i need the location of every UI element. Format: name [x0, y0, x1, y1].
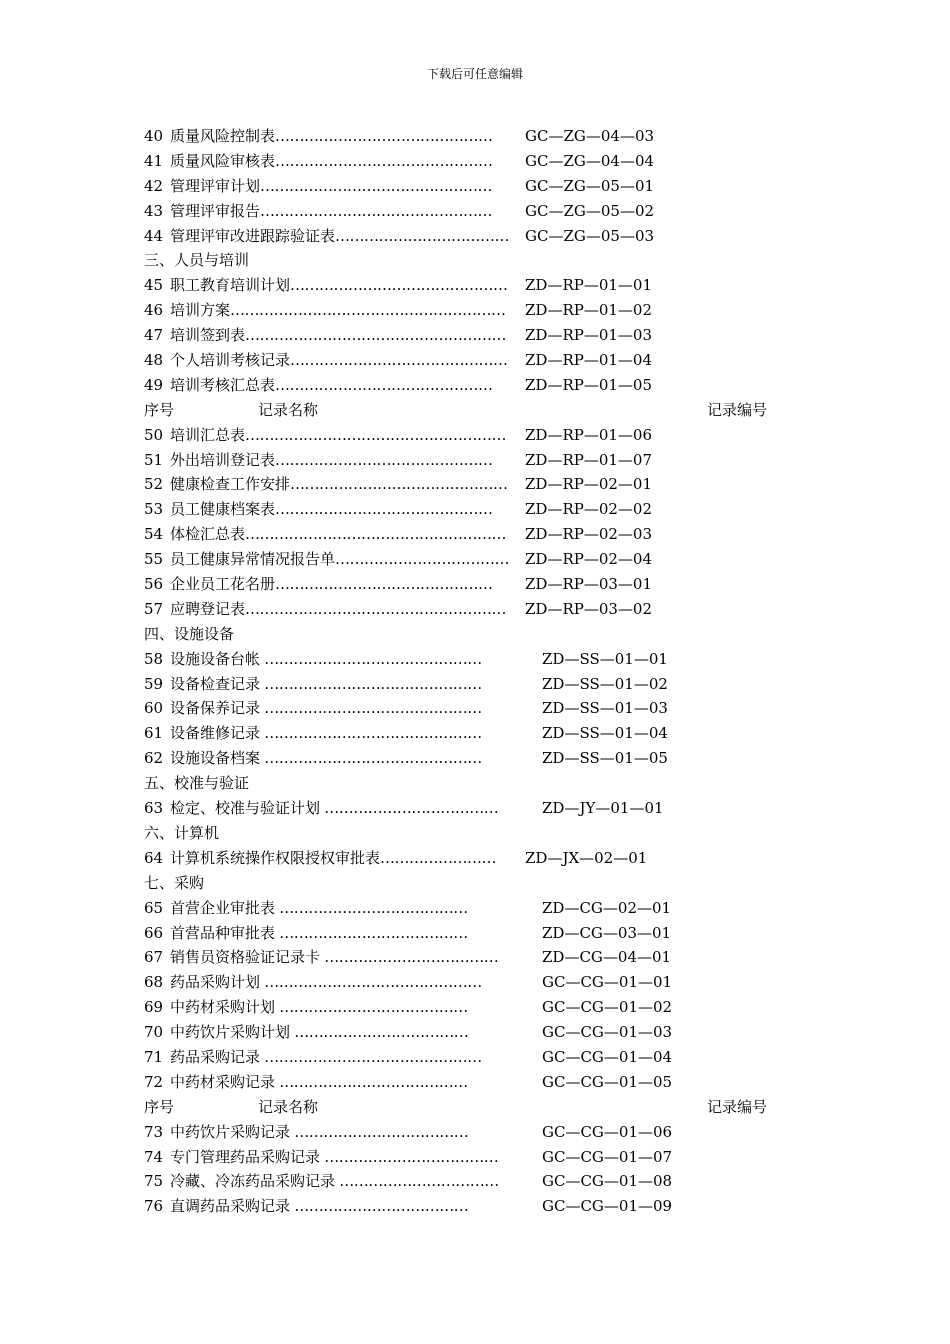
dot-leader: ………………………………………… — [260, 176, 493, 195]
record-code: GC—CG—01—09 — [542, 1197, 673, 1216]
record-code: GC—CG—01—02 — [542, 998, 673, 1017]
record-number: 52 — [144, 475, 164, 494]
record-number: 56 — [144, 575, 164, 594]
record-list — [144, 124, 804, 1219]
record-row — [144, 721, 804, 746]
record-number: 75 — [144, 1172, 164, 1191]
column-header-name: 记录名称 — [258, 1097, 319, 1116]
column-header-number: 序号 — [144, 400, 175, 419]
dot-leader: ……………………………… — [320, 948, 499, 967]
record-number: 72 — [144, 1072, 164, 1091]
record-number: 76 — [144, 1197, 164, 1216]
record-name: 外出培训登记表 — [170, 450, 276, 469]
section-heading: 三、人员与培训 — [144, 251, 250, 270]
record-number: 50 — [144, 425, 164, 444]
record-row — [144, 522, 804, 547]
dot-leader: ……………………………………… — [275, 500, 493, 519]
record-number: 65 — [144, 898, 164, 917]
record-number: 60 — [144, 699, 164, 718]
record-code: ZD—RP—01—07 — [525, 450, 653, 469]
record-code: ZD—RP—02—02 — [525, 500, 653, 519]
record-name: 管理评审改进跟踪验证表 — [170, 226, 336, 245]
record-row — [144, 921, 804, 946]
column-header-row — [144, 1095, 804, 1120]
dot-leader: ……………………………………… — [290, 475, 508, 494]
record-number: 41 — [144, 151, 164, 170]
record-code: ZD—RP—02—01 — [525, 475, 653, 494]
dot-leader: ……………………………… — [290, 1122, 469, 1141]
record-name: 中药饮片采购计划 — [170, 1023, 291, 1042]
record-row — [144, 273, 804, 298]
record-number: 71 — [144, 1047, 164, 1066]
dot-leader: ……………………………… — [290, 1197, 469, 1216]
record-row — [144, 995, 804, 1020]
record-row — [144, 846, 804, 871]
dot-leader: ……………………………………… — [260, 749, 482, 768]
record-name: 专门管理药品采购记录 — [170, 1147, 321, 1166]
record-row — [144, 448, 804, 473]
record-number: 57 — [144, 599, 164, 618]
record-row — [144, 547, 804, 572]
dot-leader: ……………………………………………… — [245, 525, 507, 544]
dot-leader: ………………………………… — [275, 923, 468, 942]
record-number: 53 — [144, 500, 164, 519]
record-code: ZD—SS—01—01 — [542, 649, 668, 668]
record-row — [144, 1169, 804, 1194]
record-row — [144, 970, 804, 995]
record-code: GC—CG—01—04 — [542, 1047, 673, 1066]
record-row — [144, 1145, 804, 1170]
record-code: ZD—RP—03—02 — [525, 599, 653, 618]
dot-leader: ……………………………… — [320, 799, 499, 818]
record-row — [144, 945, 804, 970]
record-code: ZD—RP—01—06 — [525, 425, 653, 444]
record-name: 培训考核汇总表 — [170, 375, 276, 394]
record-code: GC—ZG—05—03 — [525, 226, 655, 245]
record-number: 73 — [144, 1122, 164, 1141]
page-header: 下载后可任意编辑 — [426, 67, 523, 81]
record-row — [144, 472, 804, 497]
record-number: 62 — [144, 749, 164, 768]
column-header-code: 记录编号 — [707, 400, 768, 419]
record-name: 设施设备台帐 — [170, 649, 261, 668]
dot-leader: ……………………………………………… — [245, 326, 507, 345]
dot-leader: …………………… — [380, 848, 497, 867]
record-number: 46 — [144, 301, 164, 320]
record-row — [144, 124, 804, 149]
record-number: 68 — [144, 973, 164, 992]
record-number: 54 — [144, 525, 164, 544]
dot-leader: ……………………………………… — [260, 699, 482, 718]
record-name: 员工健康档案表 — [170, 500, 276, 519]
record-code: GC—ZG—04—04 — [525, 151, 655, 170]
record-name: 培训汇总表 — [170, 425, 246, 444]
record-number: 42 — [144, 176, 164, 195]
record-row — [144, 597, 804, 622]
record-row — [144, 696, 804, 721]
dot-leader: ……………………………………………… — [245, 599, 507, 618]
dot-leader: ……………………………………… — [275, 450, 493, 469]
section-heading: 五、校准与验证 — [144, 774, 250, 793]
record-number: 45 — [144, 276, 164, 295]
record-code: ZD—CG—03—01 — [542, 923, 672, 942]
record-name: 质量风险审核表 — [170, 151, 276, 170]
record-name: 职工教育培训计划 — [170, 276, 291, 295]
record-code: ZD—RP—02—04 — [525, 550, 653, 569]
record-code: ZD—JX—02—01 — [525, 848, 648, 867]
record-row — [144, 896, 804, 921]
record-code: ZD—RP—01—03 — [525, 326, 653, 345]
record-code: GC—CG—01—08 — [542, 1172, 673, 1191]
record-name: 设备保养记录 — [170, 699, 261, 718]
record-number: 66 — [144, 923, 164, 942]
record-name: 药品采购计划 — [170, 973, 261, 992]
record-row — [144, 1194, 804, 1219]
dot-leader: ……………………………… — [290, 1023, 469, 1042]
dot-leader: ……………………………………… — [275, 575, 493, 594]
record-code: ZD—CG—04—01 — [542, 948, 672, 967]
record-code: ZD—RP—01—05 — [525, 375, 653, 394]
record-row — [144, 298, 804, 323]
record-number: 70 — [144, 1023, 164, 1042]
record-row — [144, 1070, 804, 1095]
record-row — [144, 1120, 804, 1145]
record-name: 培训方案 — [170, 301, 231, 320]
dot-leader: ……………………………………… — [260, 674, 482, 693]
record-name: 体检汇总表 — [170, 525, 246, 544]
dot-leader: ……………………………… — [335, 550, 510, 569]
record-row — [144, 323, 804, 348]
record-number: 63 — [144, 799, 164, 818]
column-header-name: 记录名称 — [258, 400, 319, 419]
section-heading: 六、计算机 — [144, 823, 220, 842]
record-code: GC—ZG—04—03 — [525, 127, 655, 145]
record-name: 企业员工花名册 — [170, 575, 276, 594]
record-name: 设备检查记录 — [170, 674, 261, 693]
record-code: GC—CG—01—03 — [542, 1023, 673, 1042]
record-number: 55 — [144, 550, 164, 569]
dot-leader: ……………………………………… — [275, 127, 493, 145]
dot-leader: ………………………………… — [275, 998, 468, 1017]
record-row — [144, 746, 804, 771]
record-code: ZD—SS—01—04 — [542, 724, 668, 743]
record-number: 74 — [144, 1147, 164, 1166]
record-number: 49 — [144, 375, 164, 394]
record-name: 管理评审报告 — [170, 201, 261, 220]
record-code: GC—CG—01—01 — [542, 973, 673, 992]
record-number: 67 — [144, 948, 164, 967]
record-code: GC—ZG—05—01 — [525, 176, 655, 195]
record-row — [144, 647, 804, 672]
record-number: 58 — [144, 649, 164, 668]
dot-leader: ……………………………………… — [260, 649, 482, 668]
record-number: 40 — [144, 127, 164, 145]
dot-leader: ……………………………………… — [290, 276, 508, 295]
record-number: 51 — [144, 450, 164, 469]
record-name: 首营品种审批表 — [170, 923, 276, 942]
dot-leader: ……………………………………………… — [245, 425, 507, 444]
record-name: 计算机系统操作权限授权审批表 — [170, 848, 381, 867]
record-number: 59 — [144, 674, 164, 693]
dot-leader: ……………………………… — [335, 226, 510, 245]
record-row — [144, 149, 804, 174]
record-row — [144, 796, 804, 821]
record-code: ZD—RP—02—03 — [525, 525, 653, 544]
record-code: ZD—RP—01—01 — [525, 276, 653, 295]
record-code: ZD—SS—01—03 — [542, 699, 668, 718]
record-row — [144, 572, 804, 597]
record-row — [144, 1020, 804, 1045]
record-code: ZD—JY—01—01 — [542, 799, 664, 818]
dot-leader: ………………………………… — [275, 1072, 468, 1091]
record-number: 48 — [144, 351, 164, 370]
record-name: 设备维修记录 — [170, 724, 261, 743]
record-number: 61 — [144, 724, 164, 743]
dot-leader: ……………………………………… — [260, 724, 482, 743]
dot-leader: ……………………………………… — [260, 1047, 482, 1066]
dot-leader: ……………………………………… — [260, 973, 482, 992]
dot-leader: ……………………………………… — [275, 375, 493, 394]
record-name: 直调药品采购记录 — [170, 1197, 291, 1216]
record-name: 个人培训考核记录 — [170, 351, 291, 370]
record-name: 销售员资格验证记录卡 — [170, 948, 321, 967]
record-name: 质量风险控制表 — [170, 127, 276, 145]
record-code: ZD—RP—01—04 — [525, 351, 653, 370]
dot-leader: ……………………………………… — [275, 151, 493, 170]
record-row — [144, 672, 804, 697]
record-code: ZD—RP—01—02 — [525, 301, 653, 320]
record-code: ZD—SS—01—05 — [542, 749, 668, 768]
record-name: 培训签到表 — [170, 326, 246, 345]
record-name: 冷藏、冷冻药品采购记录 — [170, 1172, 336, 1191]
dot-leader: ………………………………………………… — [230, 301, 506, 320]
record-name: 药品采购记录 — [170, 1047, 261, 1066]
record-code: GC—CG—01—06 — [542, 1122, 673, 1141]
record-code: ZD—SS—01—02 — [542, 674, 668, 693]
column-header-code: 记录编号 — [707, 1097, 768, 1116]
record-code: GC—ZG—05—02 — [525, 201, 655, 220]
record-row — [144, 1045, 804, 1070]
section-heading: 七、采购 — [144, 873, 205, 892]
record-name: 员工健康异常情况报告单 — [170, 550, 336, 569]
record-name: 中药材采购计划 — [170, 998, 276, 1017]
record-row — [144, 348, 804, 373]
record-row — [144, 199, 804, 224]
dot-leader: ……………………………… — [320, 1147, 499, 1166]
record-row — [144, 224, 804, 249]
record-name: 应聘登记表 — [170, 599, 246, 618]
record-number: 64 — [144, 848, 164, 867]
dot-leader: …………………………… — [335, 1172, 499, 1191]
section-heading: 四、设施设备 — [144, 624, 235, 643]
record-number: 43 — [144, 201, 164, 220]
record-name: 设施设备档案 — [170, 749, 261, 768]
record-number: 47 — [144, 326, 164, 345]
record-code: GC—CG—01—07 — [542, 1147, 673, 1166]
column-header-row — [144, 398, 804, 423]
record-code: ZD—RP—03—01 — [525, 575, 653, 594]
record-row — [144, 497, 804, 522]
dot-leader: ………………………………………… — [260, 201, 493, 220]
record-name: 健康检查工作安排 — [170, 475, 291, 494]
record-name: 中药材采购记录 — [170, 1072, 276, 1091]
record-code: GC—CG—01—05 — [542, 1072, 673, 1091]
record-row — [144, 373, 804, 398]
record-number: 69 — [144, 998, 164, 1017]
record-row — [144, 174, 804, 199]
dot-leader: ……………………………………… — [290, 351, 508, 370]
record-number: 44 — [144, 226, 164, 245]
record-name: 管理评审计划 — [170, 176, 261, 195]
record-row — [144, 423, 804, 448]
record-code: ZD—CG—02—01 — [542, 898, 672, 917]
dot-leader: ………………………………… — [275, 898, 468, 917]
record-name: 首营企业审批表 — [170, 898, 276, 917]
column-header-number: 序号 — [144, 1097, 175, 1116]
record-name: 中药饮片采购记录 — [170, 1122, 291, 1141]
record-name: 检定、校准与验证计划 — [170, 799, 321, 818]
